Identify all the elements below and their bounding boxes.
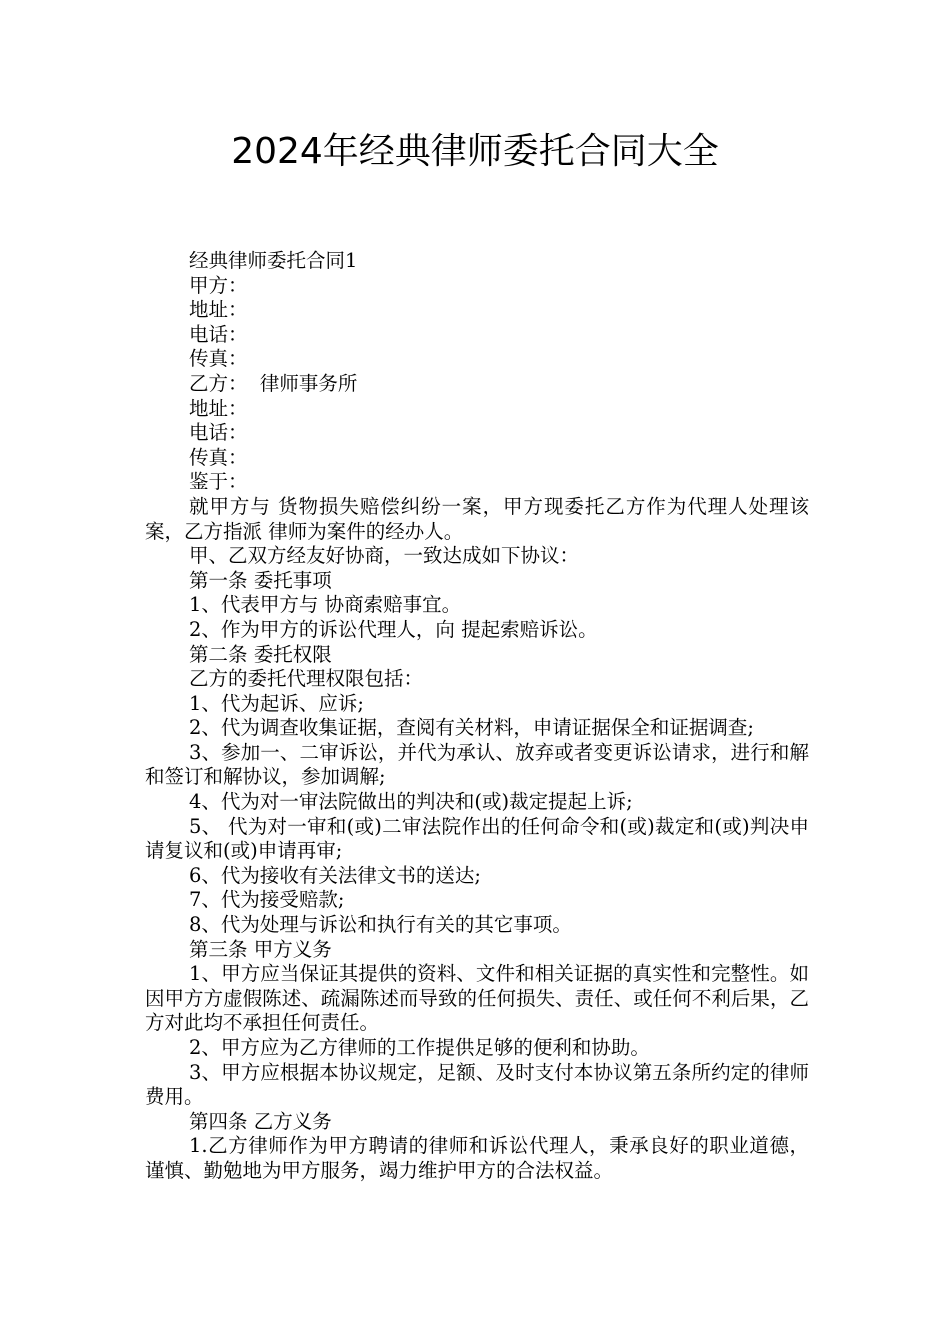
document-body	[145, 249, 809, 1184]
paragraph: 乙方： 律师事务所	[189, 371, 358, 395]
section-heading: 第三条 甲方义务	[189, 937, 332, 961]
section-heading: 第一条 委托事项	[189, 568, 332, 592]
paragraph: 乙方的委托代理权限包括：	[189, 667, 424, 691]
paragraph: 就甲方与 货物损失赔偿纠纷一案，甲方现委托乙方作为代理人处理该案，乙方指派 律师为案件的经办人。	[145, 494, 809, 543]
paragraph: 电话：	[189, 322, 248, 346]
paragraph: 经典律师委托合同1	[189, 249, 358, 272]
paragraph: 1.乙方律师作为甲方聘请的律师和诉讼代理人，秉承良好的职业道德，谨慎、勤勉地为甲方服务，竭力维护甲方的合法权益。	[145, 1134, 809, 1182]
paragraph: 3、参加一、二审诉讼，并代为承认、放弃或者变更诉讼请求，进行和解和签订和解协议，参加调解;	[145, 740, 809, 789]
document-title: 2024年经典律师委托合同大全	[231, 131, 719, 172]
paragraph: 地址：	[189, 298, 248, 322]
paragraph: 7、代为接受赔款;	[189, 888, 345, 912]
paragraph: 3、甲方应根据本协议规定，足额、及时支付本协议第五条所约定的律师费用。	[145, 1060, 809, 1109]
paragraph: 8、代为处理与诉讼和执行有关的其它事项。	[189, 913, 572, 937]
paragraph: 5、 代为对一审和(或)二审法院作出的任何命令和(或)裁定和(或)判决申请复议和(或)申请再审;	[145, 814, 809, 863]
paragraph: 1、代表甲方与 协商索赔事宜。	[189, 593, 462, 617]
paragraph: 1、代为起诉、应诉;	[189, 691, 364, 715]
paragraph: 甲方：	[189, 273, 248, 297]
paragraph: 2、代为调查收集证据，查阅有关材料，申请证据保全和证据调查;	[189, 716, 754, 740]
paragraph: 1、甲方应当保证其提供的资料、文件和相关证据的真实性和完整性。如因甲方方虚假陈述、疏漏陈述而导致的任何损失、责任、或任何不利后果，乙方对此均不承担任何责任。	[145, 962, 809, 1035]
paragraph: 传真：	[189, 445, 248, 469]
paragraph: 鉴于：	[189, 470, 248, 494]
paragraph: 传真：	[189, 347, 248, 371]
paragraph: 甲、乙双方经友好协商，一致达成如下协议：	[189, 544, 580, 568]
section-heading: 第四条 乙方义务	[189, 1109, 332, 1133]
paragraph: 6、代为接收有关法律文书的送达;	[189, 863, 481, 887]
paragraph: 地址：	[189, 396, 248, 420]
paragraph: 4、代为对一审法院做出的判决和(或)裁定提起上诉;	[189, 790, 633, 814]
paragraph: 2、作为甲方的诉讼代理人，向 提起索赔诉讼。	[189, 617, 598, 641]
paragraph: 2、甲方应为乙方律师的工作提供足够的便利和协助。	[189, 1036, 650, 1059]
section-heading: 第二条 委托权限	[189, 642, 332, 666]
paragraph: 电话：	[189, 421, 248, 445]
